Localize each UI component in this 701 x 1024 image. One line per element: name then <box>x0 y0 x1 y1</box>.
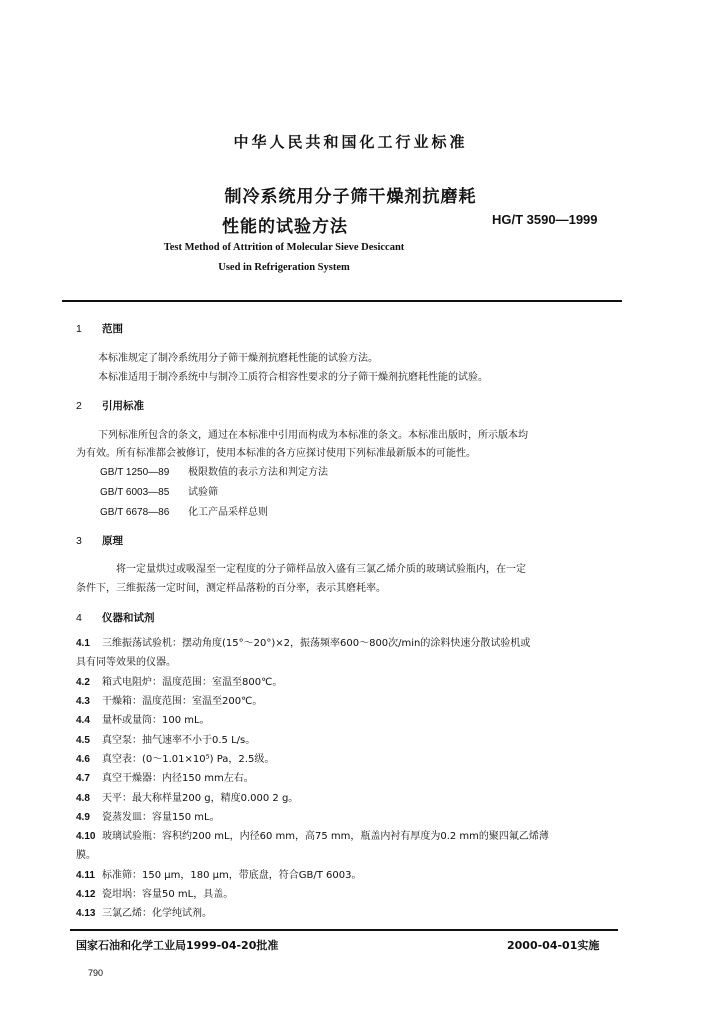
item-text: 量杯或量筒：100 mL。 <box>102 715 210 726</box>
item-number: 4.5 <box>76 735 90 746</box>
item-text: 干燥箱：温度范围：室温至200℃。 <box>102 696 263 707</box>
instrument-item <box>76 637 530 650</box>
instrument-item <box>76 888 233 901</box>
document-title-line2: 性能的试验方法 <box>222 217 348 237</box>
instrument-item <box>76 869 361 882</box>
section-1-paragraph: 本标准规定了制冷系统用分子筛干燥剂抗磨耗性能的试验方法。 <box>98 353 378 364</box>
item-text: 瓷蒸发皿：容量150 mL。 <box>102 812 220 823</box>
instrument-item <box>76 753 274 766</box>
section-2-paragraph: 为有效。所有标准都会被修订，使用本标准的各方应探讨使用下列标准最新版本的可能性。 <box>76 448 476 459</box>
section-number: 3 <box>76 535 82 547</box>
instrument-item <box>76 714 210 727</box>
item-number: 4.6 <box>76 754 90 765</box>
instrument-item-continuation: 膜。 <box>76 850 96 861</box>
reference-name: 试验筛 <box>188 487 218 498</box>
item-text: 真空表：(0～1.01×10⁵) Pa，2.5级。 <box>102 754 275 765</box>
section-3-heading <box>76 533 123 548</box>
english-title-line2: Used in Refrigeration System <box>218 262 350 273</box>
item-text: 三氯乙烯：化学纯试剂。 <box>102 908 212 919</box>
footer-divider <box>70 929 618 931</box>
section-2-heading <box>76 398 144 413</box>
reference-name: 化工产品采样总则 <box>188 507 268 518</box>
reference-code: GB/T 1250—89 <box>100 467 170 478</box>
item-text: 箱式电阻炉：温度范围：室温至800℃。 <box>102 677 283 688</box>
section-number: 2 <box>76 400 82 412</box>
section-2-paragraph: 下列标准所包含的条文，通过在本标准中引用而构成为本标准的条文。本标准出版时，所示版本均 <box>98 430 528 441</box>
section-3-paragraph: 条件下，三维振荡一定时间，测定样品落粉的百分率，表示其磨耗率。 <box>76 583 386 594</box>
reference-item <box>100 466 328 479</box>
page-number: 790 <box>88 968 104 978</box>
section-title: 范围 <box>102 323 123 335</box>
section-4-heading <box>76 610 155 625</box>
instrument-item <box>76 676 282 689</box>
section-3-paragraph: 将一定量烘过或吸湿至一定程度的分子筛样品放入盛有三氯乙烯介质的玻璃试验瓶内，在一定 <box>116 564 526 575</box>
item-number: 4.2 <box>76 677 90 688</box>
section-title: 引用标准 <box>102 400 144 412</box>
section-number: 4 <box>76 612 82 624</box>
instrument-item <box>76 830 549 843</box>
implementation-date: 2000-04-01实施 <box>507 939 600 952</box>
english-title-line1: Test Method of Attrition of Molecular Sieve Desiccant <box>163 242 405 253</box>
instrument-item <box>76 792 298 805</box>
document-title-line1: 制冷系统用分子筛干燥剂抗磨耗 <box>224 187 477 207</box>
section-title: 仪器和试剂 <box>102 612 155 624</box>
item-number: 4.9 <box>76 812 90 823</box>
item-number: 4.11 <box>76 870 95 881</box>
item-number: 4.7 <box>76 773 90 784</box>
section-1-paragraph: 本标准适用于制冷系统中与制冷工质符合相容性要求的分子筛干燥剂抗磨耗性能的试验。 <box>98 372 488 383</box>
item-text: 玻璃试验瓶：容积约200 mL，内径60 mm，高75 mm，瓶盖内衬有厚度为0.2 mm的聚四氟乙烯薄 <box>102 831 549 842</box>
item-text: 标准筛：150 μm，180 μm，带底盘，符合GB/T 6003。 <box>102 870 362 881</box>
item-number: 4.4 <box>76 715 90 726</box>
reference-item <box>100 486 218 499</box>
item-number: 4.12 <box>76 889 96 900</box>
reference-code: GB/T 6678—86 <box>100 507 170 518</box>
section-title: 原理 <box>102 535 123 547</box>
approval-info: 国家石油和化学工业局1999-04-20批准 <box>76 939 279 952</box>
instrument-item <box>76 734 255 747</box>
item-number: 4.10 <box>76 831 96 842</box>
instrument-item <box>76 907 212 920</box>
item-number: 4.1 <box>76 638 90 649</box>
item-number: 4.13 <box>76 908 96 919</box>
standard-category-header: 中华人民共和国化工行业标准 <box>233 133 468 151</box>
header-divider <box>62 300 622 302</box>
section-number: 1 <box>76 323 82 335</box>
item-text: 天平：最大称样量200 g，精度0.000 2 g。 <box>102 793 299 804</box>
reference-name: 极限数值的表示方法和判定方法 <box>188 467 328 478</box>
section-1-heading <box>76 321 123 336</box>
item-text: 三维振荡试验机：摆动角度(15°～20°)×2，振荡频率600～800次/min的涂料快速分散试验机或 <box>102 638 531 649</box>
instrument-item <box>76 772 254 785</box>
instrument-item <box>76 811 220 824</box>
instrument-item-continuation: 具有同等效果的仪器。 <box>76 657 176 668</box>
reference-item <box>100 506 268 519</box>
item-text: 真空泵：抽气速率不小于0.5 L/s。 <box>102 735 256 746</box>
item-text: 真空干燥器：内径150 mm左右。 <box>102 773 254 784</box>
item-text: 瓷坩埚：容量50 mL，具盖。 <box>102 889 234 900</box>
reference-code: GB/T 6003—85 <box>100 487 170 498</box>
item-number: 4.3 <box>76 696 90 707</box>
instrument-item <box>76 695 262 708</box>
item-number: 4.8 <box>76 793 90 804</box>
standard-number: HG/T 3590—1999 <box>492 212 598 227</box>
